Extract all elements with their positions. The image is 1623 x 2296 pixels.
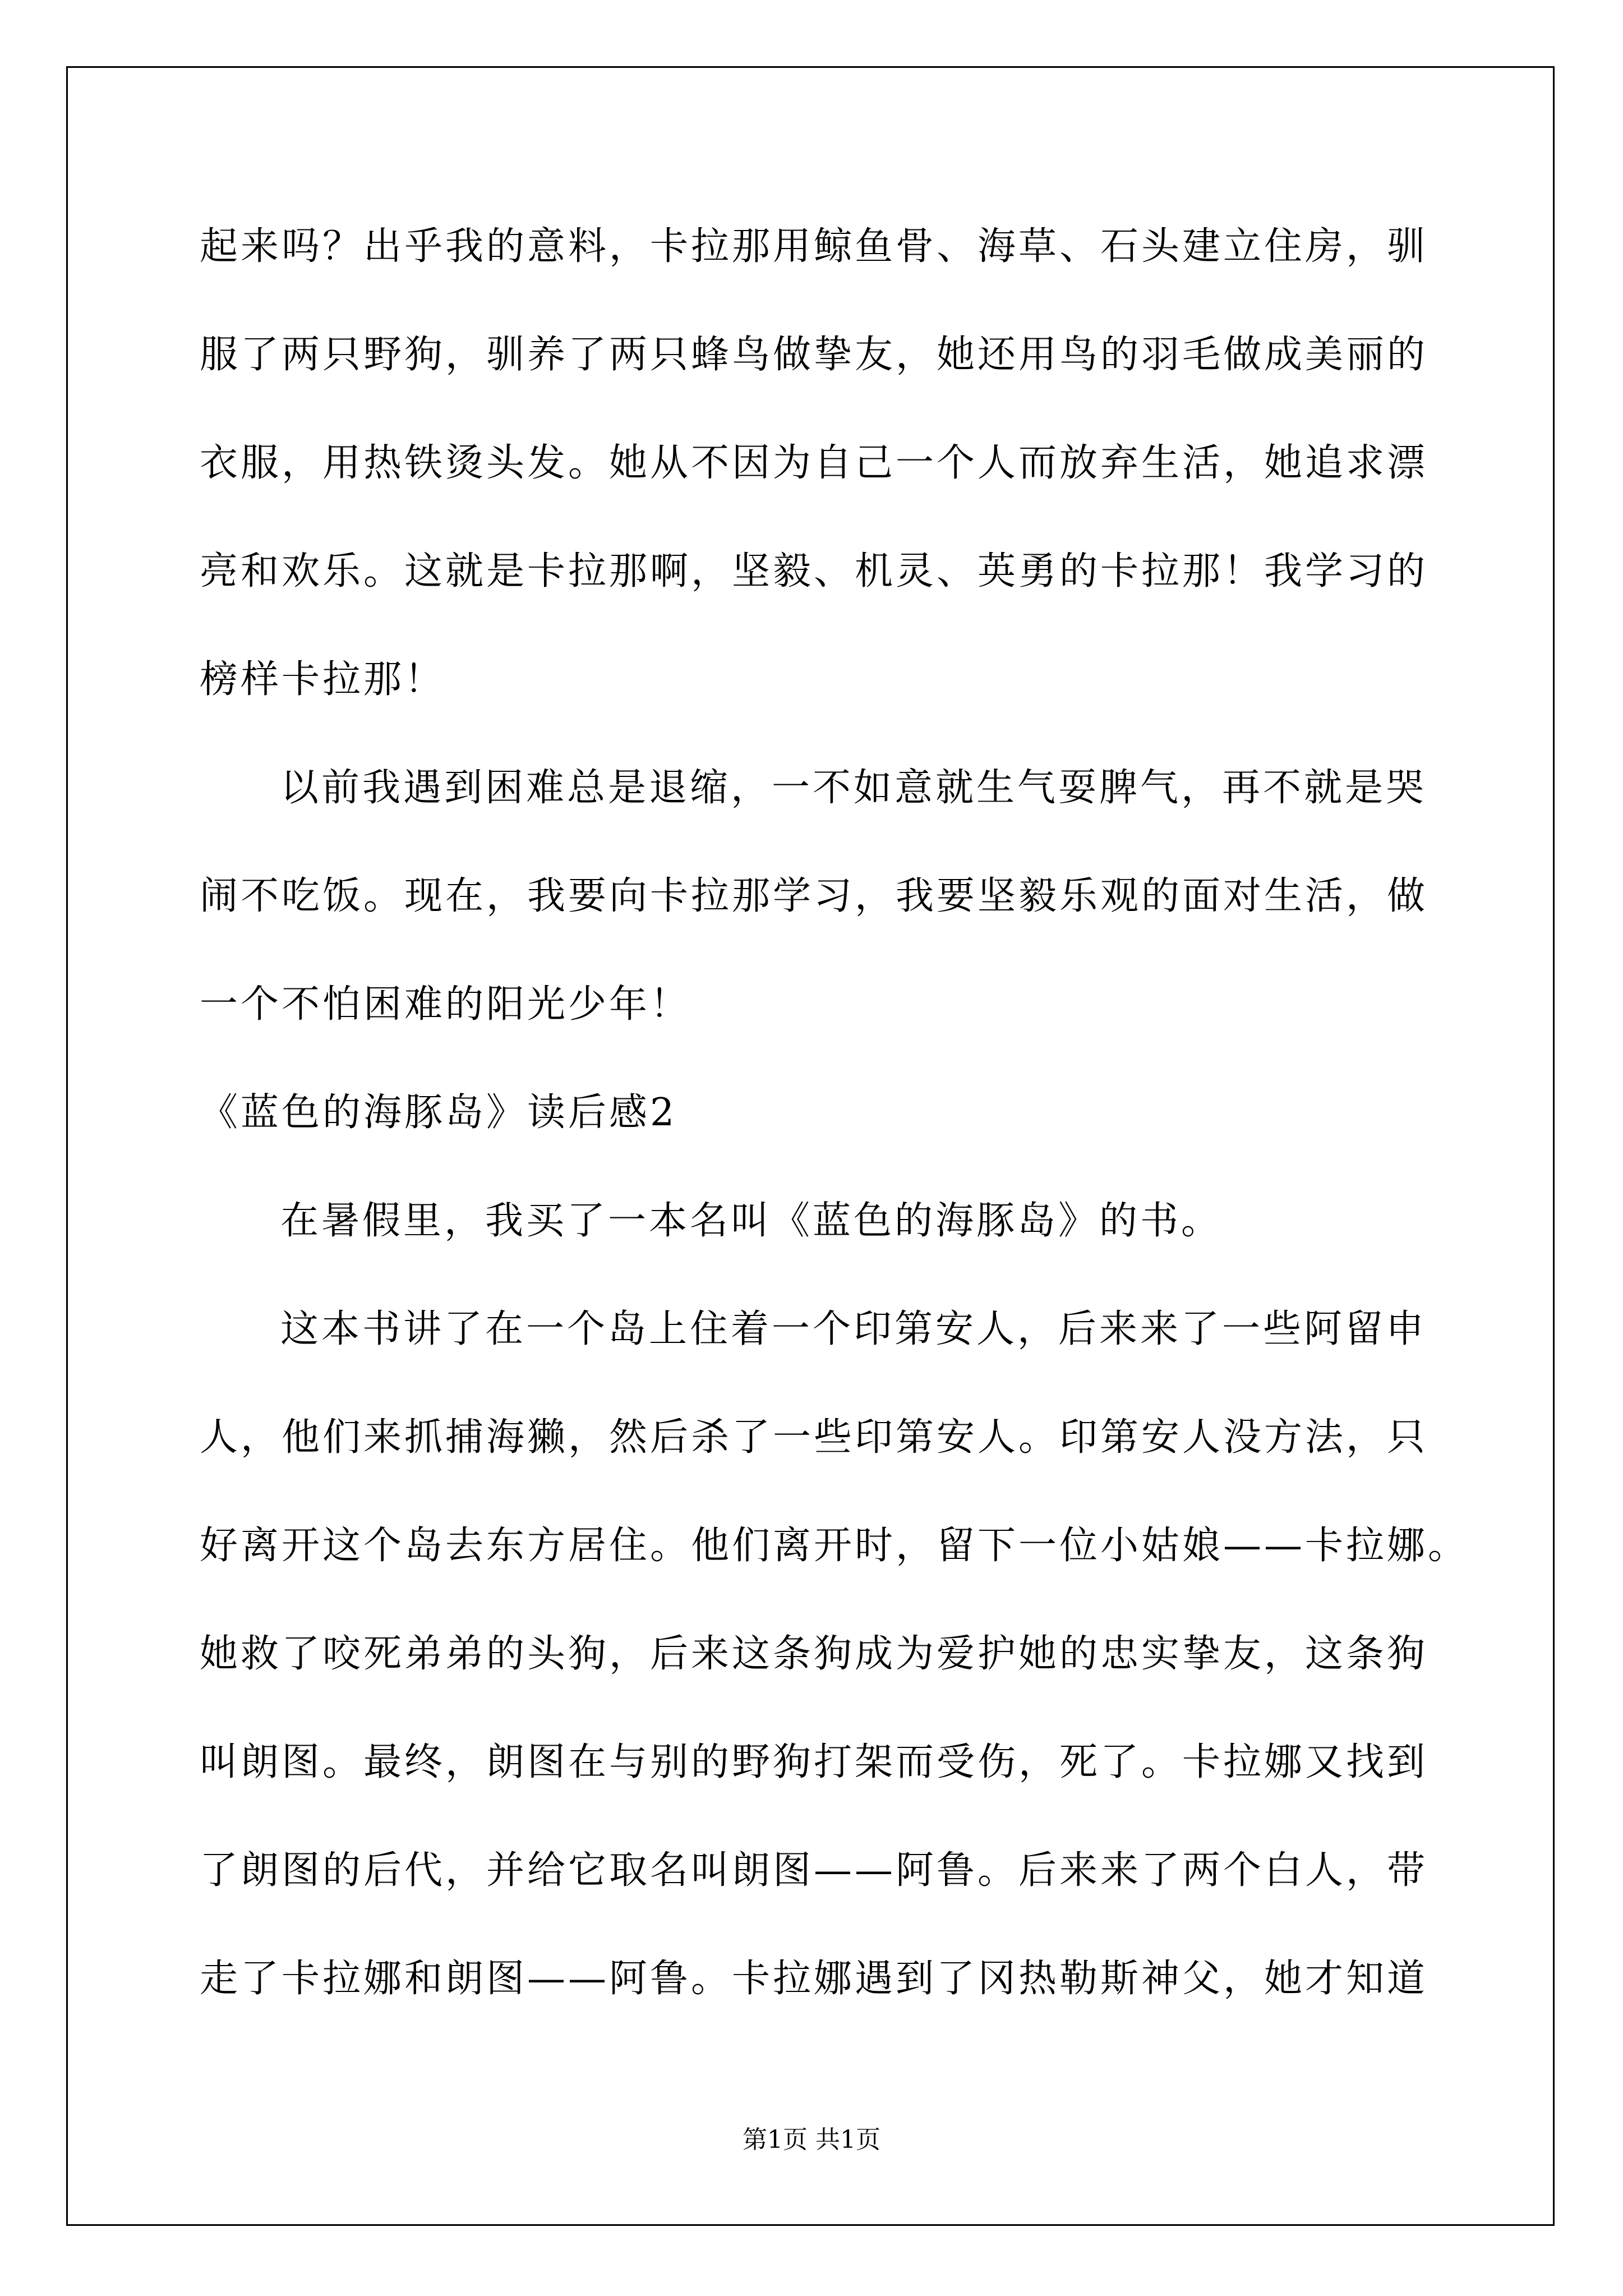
paragraph-line: 服了两只野狗，驯养了两只蜂鸟做挚友，她还用鸟的羽毛做成美丽的 [200,333,1428,377]
paragraph-line: 了朗图的后代，并给它取名叫朗图——阿鲁。后来来了两个白人，带 [200,1848,1428,1893]
paragraph-line: 走了卡拉娜和朗图——阿鲁。卡拉娜遇到了冈热勒斯神父，她才知道 [200,1957,1428,2001]
paragraph-line: 闹不吃饭。现在，我要向卡拉那学习，我要坚毅乐观的面对生活，做 [200,874,1428,918]
page-number-footer: 第1页 共1页 [743,2125,880,2154]
paragraph-line: 起来吗？出乎我的意料，卡拉那用鲸鱼骨、海草、石头建立住房，驯 [200,224,1428,269]
paragraph-line: 这本书讲了在一个岛上住着一个印第安人，后来来了一些阿留申 [280,1307,1427,1351]
paragraph-line: 以前我遇到困难总是退缩，一不如意就生气耍脾气，再不就是哭 [280,766,1427,810]
paragraph-line: 人，他们来抓捕海獭，然后杀了一些印第安人。印第安人没方法，只 [200,1415,1428,1460]
paragraph-line: 她救了咬死弟弟的头狗，后来这条狗成为爱护她的忠实挚友，这条狗 [200,1632,1428,1676]
paragraph-line: 在暑假里，我买了一本名叫《蓝色的海豚岛》的书。 [280,1199,1223,1243]
paragraph-line: 衣服，用热铁烫头发。她从不因为自己一个人而放弃生活，她追求漂 [200,441,1428,485]
paragraph-line: 好离开这个岛去东方居住。他们离开时，留下一位小姑娘——卡拉娜。 [200,1524,1469,1568]
paragraph-line: 亮和欢乐。这就是卡拉那啊，坚毅、机灵、英勇的卡拉那！我学习的 [200,549,1428,593]
section-heading: 《蓝色的海豚岛》读后感2 [200,1091,677,1135]
paragraph-line: 叫朗图。最终，朗图在与别的野狗打架而受伤，死了。卡拉娜又找到 [200,1740,1428,1784]
page-frame [66,66,1555,2226]
paragraph-line: 榜样卡拉那！ [200,657,446,702]
paragraph-line: 一个不怕困难的阳光少年！ [200,982,691,1027]
